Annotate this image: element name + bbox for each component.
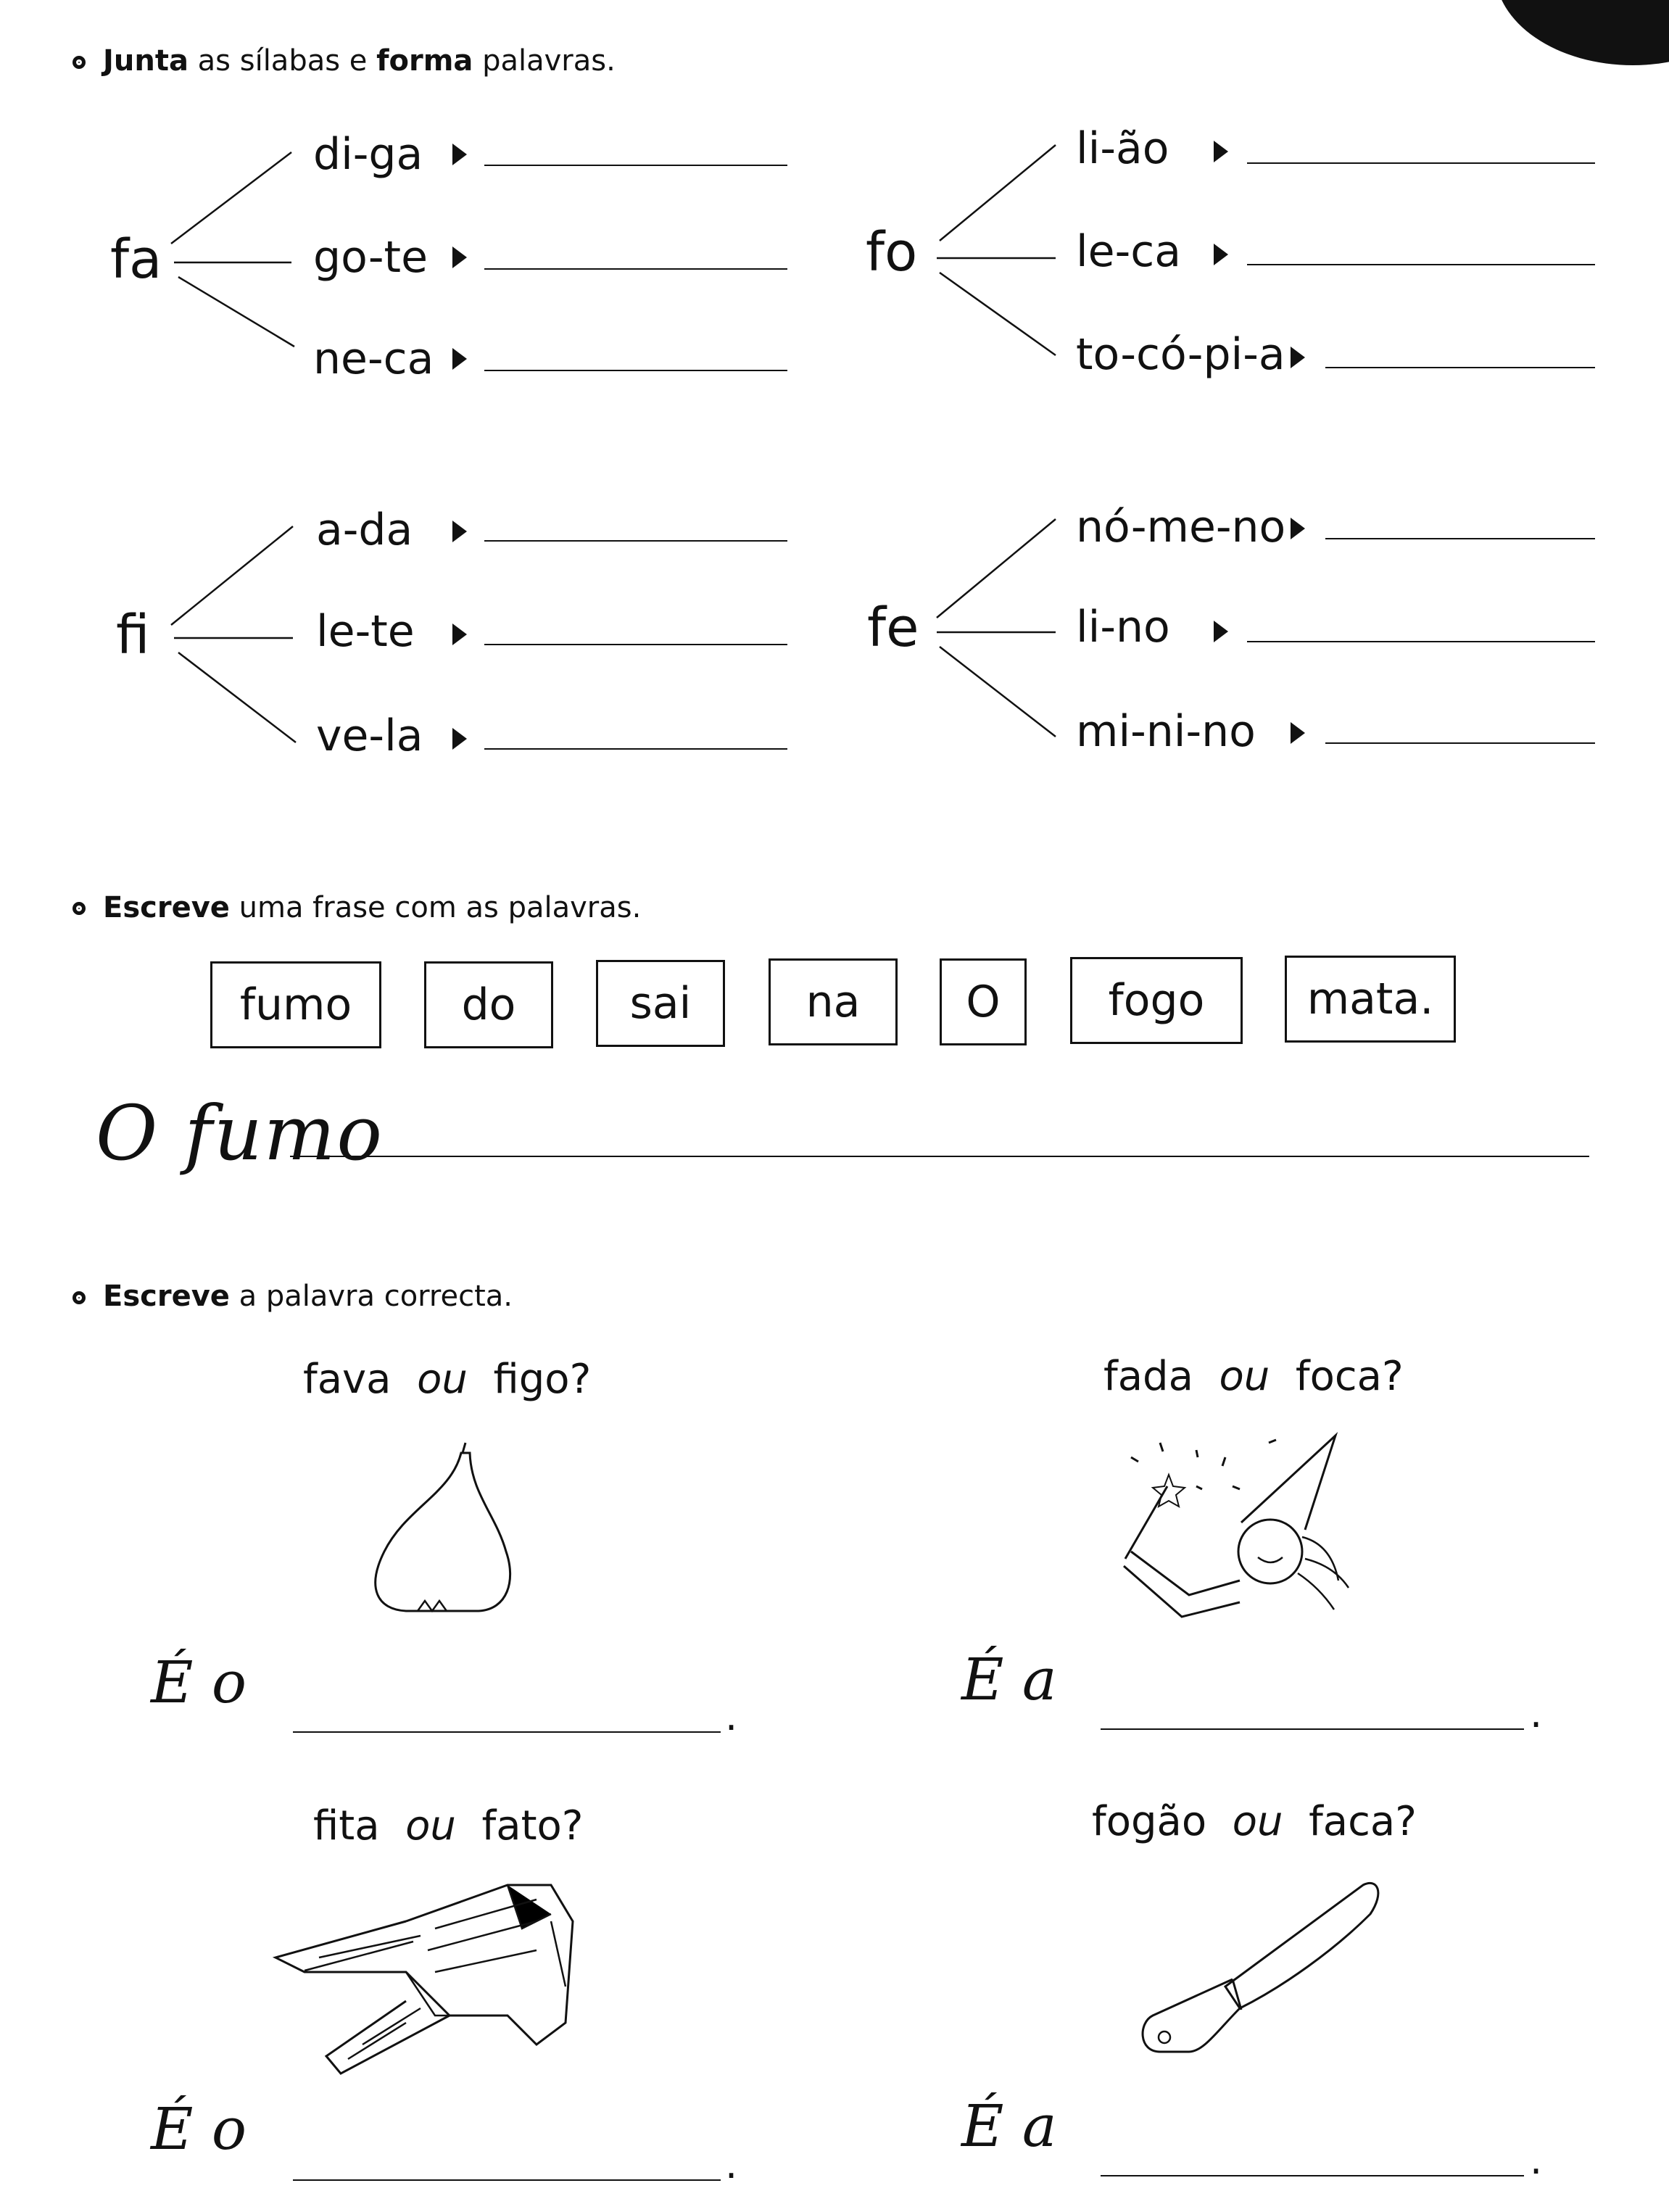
answer-prefix: É o — [151, 2095, 247, 2163]
instruction-write-correct-word: Escreve a palavra correcta. — [103, 1280, 513, 1313]
stem-syllable: fa — [110, 228, 162, 291]
end-period: . — [725, 1694, 738, 1739]
syllable-option: a-da — [316, 505, 413, 555]
arrow-right-icon — [1214, 244, 1228, 265]
answer-blank[interactable] — [293, 1731, 721, 1733]
arrow-right-icon — [452, 624, 467, 645]
knife-faca-illustration — [0, 0, 7, 7]
answer-blank[interactable] — [484, 540, 787, 542]
bullet-circle-icon — [73, 902, 86, 915]
question-text: fogão ou faca? — [1092, 1798, 1417, 1845]
answer-blank[interactable] — [1101, 2175, 1524, 2176]
stem-syllable: fe — [867, 597, 919, 659]
word-card[interactable]: O — [940, 958, 1027, 1045]
answer-prefix: É o — [151, 1649, 247, 1716]
answer-blank[interactable] — [1325, 367, 1595, 368]
syllable-option: nó-me-no — [1076, 502, 1286, 552]
answer-prefix: É a — [961, 1646, 1057, 1713]
word-card[interactable]: do — [424, 961, 553, 1048]
syllable-option: to-có-pi-a — [1076, 329, 1285, 380]
question-text: fava ou figo? — [303, 1356, 592, 1403]
syllable-option: ne-ca — [313, 334, 434, 384]
arrow-right-icon — [452, 521, 467, 542]
syllable-option: ve-la — [316, 711, 423, 761]
syllable-option: di-ga — [313, 129, 423, 180]
word-card[interactable]: mata. — [1285, 956, 1456, 1043]
syllable-option: le-ca — [1076, 226, 1181, 277]
syllable-option: le-te — [316, 606, 415, 657]
word-card[interactable]: fumo — [210, 961, 381, 1048]
answer-blank[interactable] — [1247, 162, 1595, 164]
answer-blank[interactable] — [484, 748, 787, 750]
word-card[interactable]: na — [769, 958, 898, 1045]
syllable-option: li-no — [1076, 602, 1170, 653]
corner-shadow — [1495, 0, 1669, 65]
answer-blank[interactable] — [1325, 742, 1595, 744]
syllable-option: go-te — [313, 232, 428, 283]
answer-blank[interactable] — [293, 2179, 721, 2181]
word-card[interactable]: sai — [596, 960, 725, 1047]
syllable-option: mi-ni-no — [1076, 706, 1256, 757]
answer-blank[interactable] — [1325, 538, 1595, 539]
arrow-right-icon — [1214, 621, 1228, 642]
bullet-circle-icon — [73, 1291, 86, 1304]
answer-prefix: É a — [961, 2092, 1057, 2160]
stem-syllable: fo — [866, 221, 918, 283]
arrow-right-icon — [1291, 347, 1305, 368]
end-period: . — [725, 2142, 738, 2187]
answer-blank[interactable] — [1247, 264, 1595, 265]
handwritten-sentence-start: O fumo — [96, 1089, 384, 1177]
arrow-right-icon — [452, 348, 467, 370]
end-period: . — [1530, 2137, 1543, 2183]
answer-blank[interactable] — [1247, 641, 1595, 642]
instruction-write-sentence: Escreve uma frase com as palavras. — [103, 891, 642, 924]
instruction-join-syllables: Junta as sílabas e forma palavras. — [103, 44, 616, 78]
answer-blank[interactable] — [484, 165, 787, 166]
word-card[interactable]: fogo — [1070, 957, 1243, 1044]
arrow-right-icon — [1291, 518, 1305, 539]
arrow-right-icon — [1214, 141, 1228, 162]
answer-blank[interactable] — [1101, 1728, 1524, 1730]
arrow-right-icon — [452, 144, 467, 165]
answer-blank[interactable] — [484, 370, 787, 371]
question-text: fita ou fato? — [313, 1802, 584, 1849]
answer-blank[interactable] — [484, 644, 787, 645]
arrow-right-icon — [452, 247, 467, 268]
sentence-answer-line[interactable] — [290, 1156, 1589, 1157]
syllable-option: li-ão — [1076, 123, 1169, 174]
answer-blank[interactable] — [484, 268, 787, 270]
question-text: fada ou foca? — [1103, 1353, 1404, 1400]
end-period: . — [1530, 1691, 1543, 1736]
stem-syllable: fi — [116, 604, 150, 666]
arrow-right-icon — [1291, 722, 1305, 744]
arrow-right-icon — [452, 728, 467, 750]
bullet-circle-icon — [73, 56, 86, 69]
